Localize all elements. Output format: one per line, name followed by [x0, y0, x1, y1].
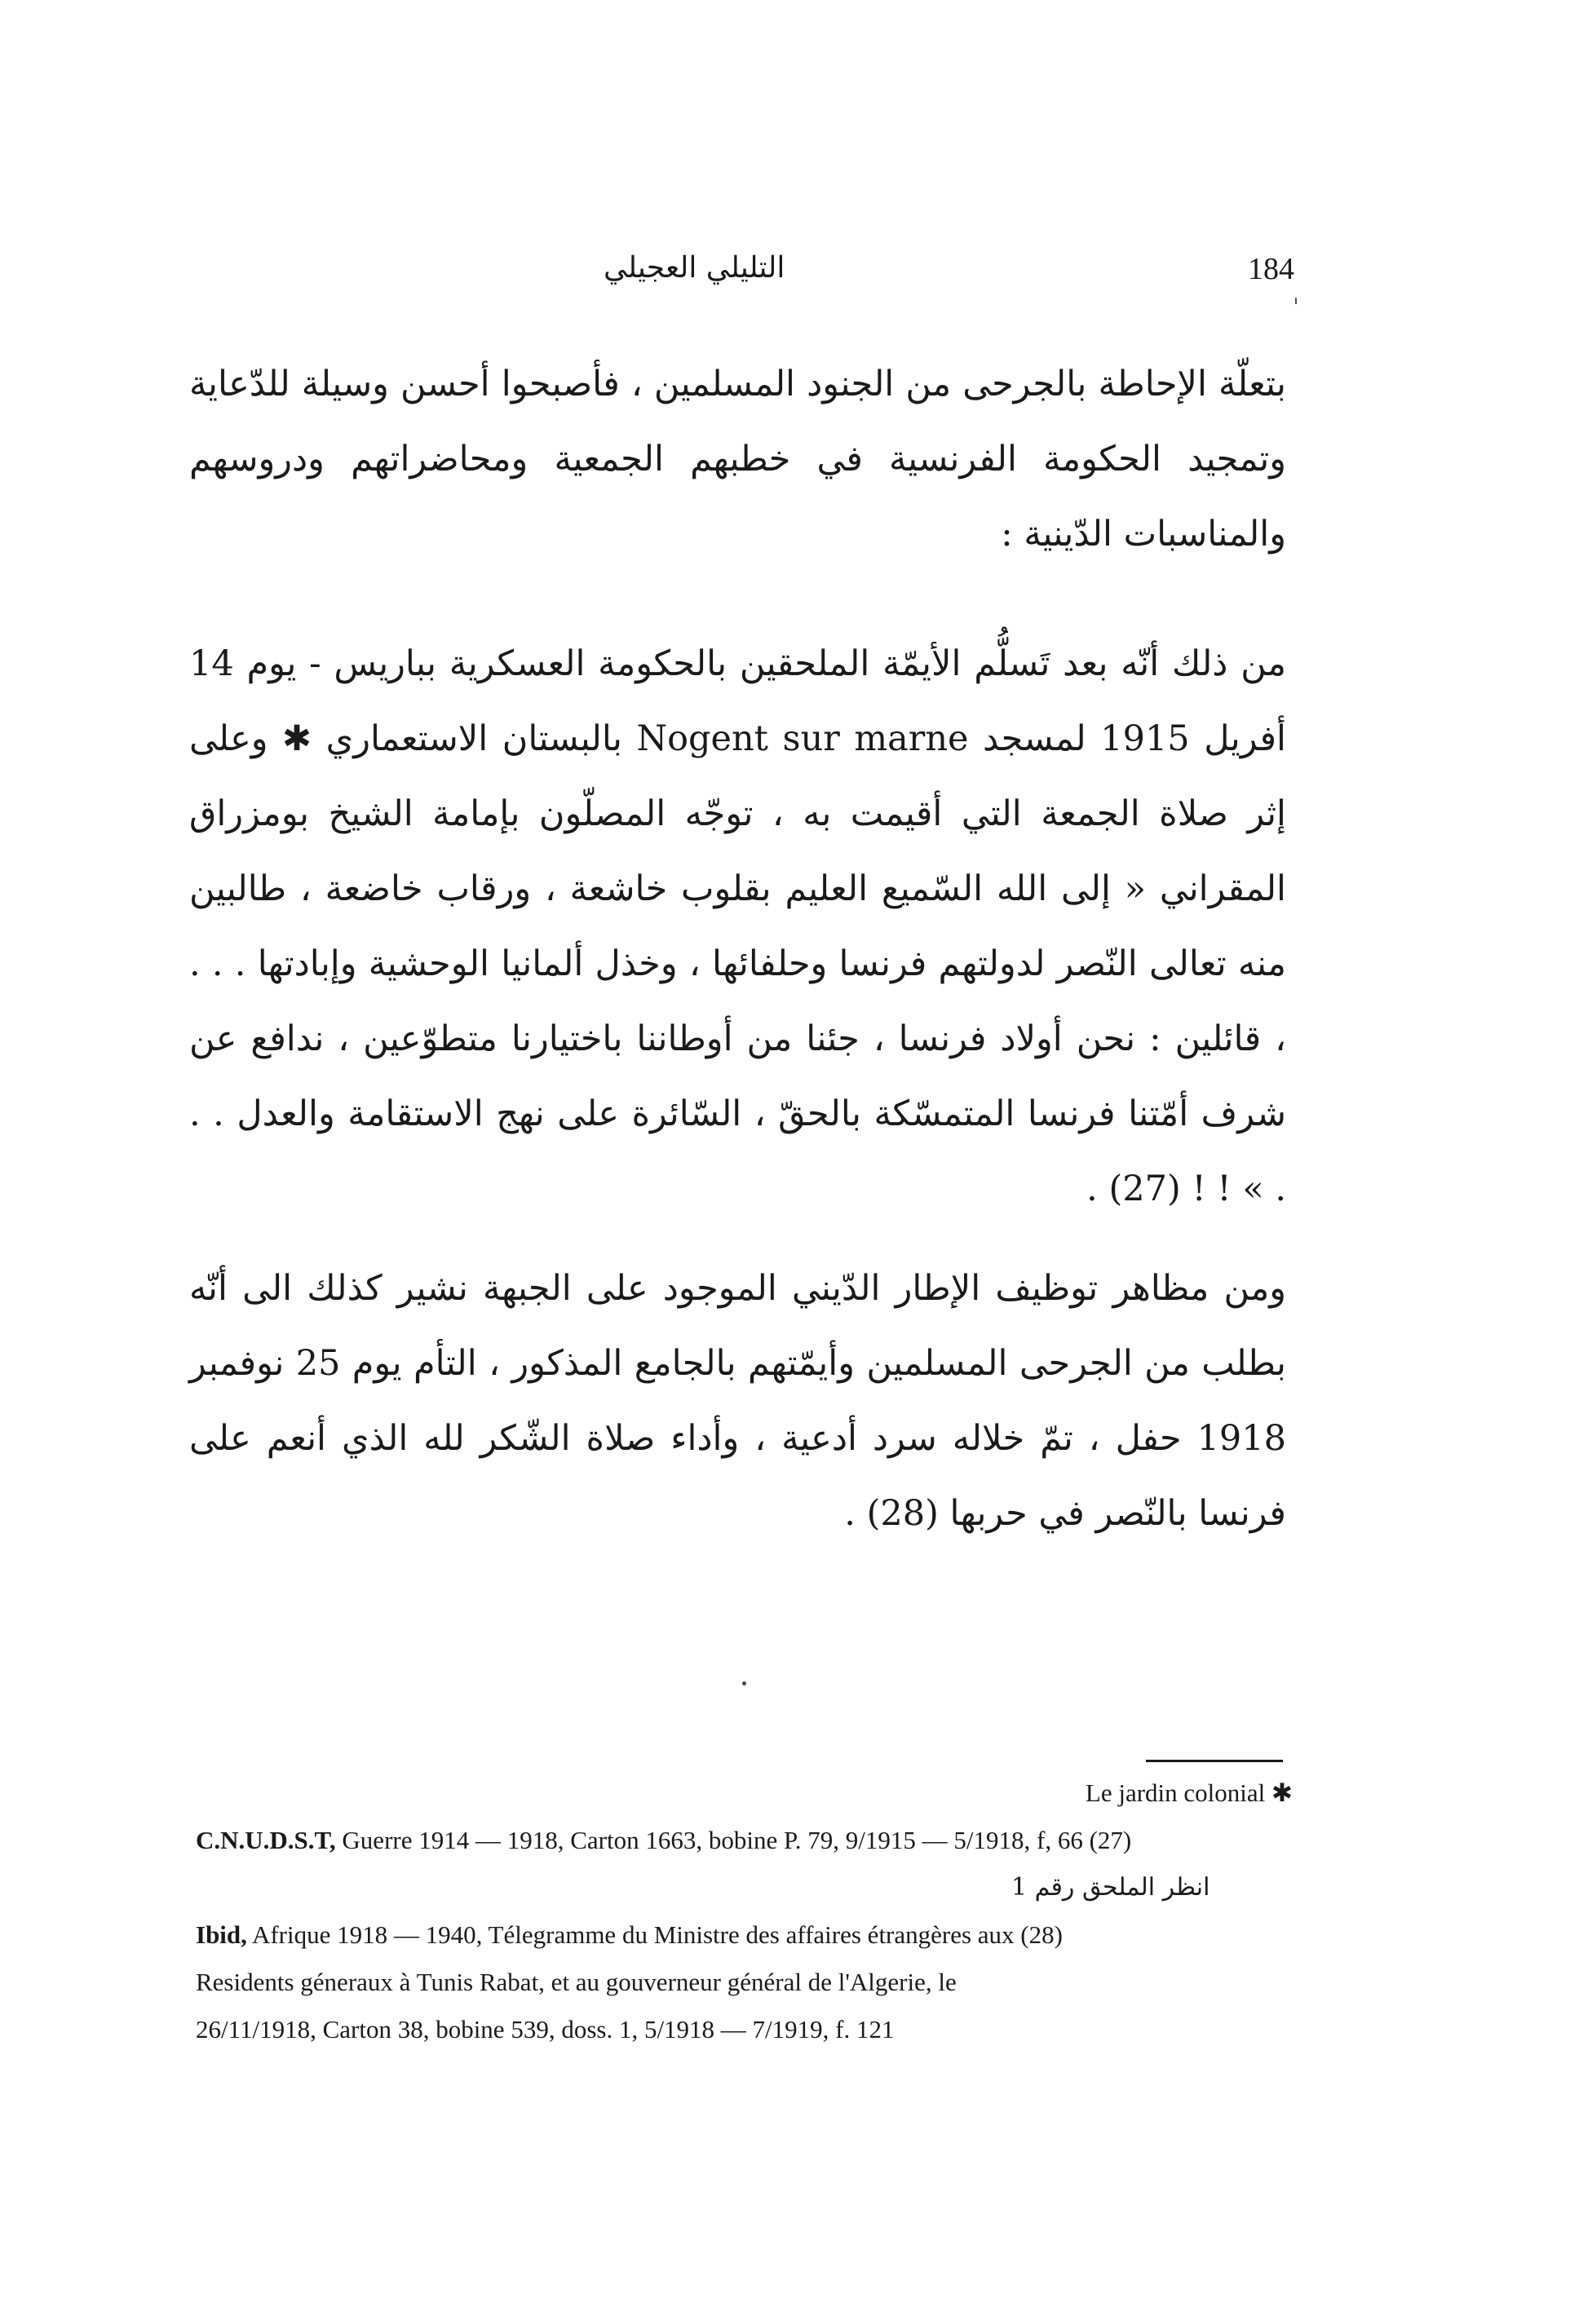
- footnote-28-source: Ibid,: [196, 1920, 247, 1949]
- paragraph-1: [189, 347, 1286, 572]
- footnote-rule: [1146, 1760, 1283, 1762]
- paragraph-text: ومن مظاهر توظيف الإطار الدّيني الموجود على الجبهة نشير كذلك الى أنّه بطلب من الجرحى المسلمين وأيمّتهم بالجامع المذكور ، التأم يوم 25 نوفمبر 1918 حفل ، تمّ خلاله سرد أدعية ، وأداء صلاة الشّكر لله الذي أنعم على فرنسا بالنّصر في حربها (28) .: [189, 1268, 1286, 1534]
- footnote-28-line2: Residents géneraux à Tunis Rabat, et au gouverneur général de l'Algerie, le: [196, 1968, 957, 1996]
- paragraph-text: من ذلك أنّه بعد تَسلُّم الأيمّة الملحقين بالحكومة العسكرية بباريس - يوم 14 أفريل 1915 لمسجد Nogent sur marne بالبستان الاستعماري ✱ وعلى إثر صلاة الجمعة التي أقيمت به ، توجّه المصلّون بإمامة الشيخ بومزراق المقراني « إلى الله السّميع العليم بقلوب خاشعة ، ورقاب خاضعة ، طالبين منه تعالى النّصر لدولتهم فرنسا وحلفائها ، وخذل ألمانيا الوحشية وإبادتها . . . ، قائلين : نحن أولاد فرنسا ، جئنا من أوطاننا باختيارنا متطوّعين ، ندافع عن شرف أمّتنا فرنسا المتمسّكة بالحقّ ، السّائرة على نهج الاستقامة والعدل . . . » ! ! (27) .: [189, 643, 1286, 1209]
- footnote-28-line3: 26/11/1918, Carton 38, bobine 539, doss. 1, 5/1918 — 7/1919, f. 121: [196, 2015, 895, 2043]
- footnotes: [196, 1770, 1293, 2053]
- footnote-star: Le jardin colonial ✱: [1085, 1778, 1293, 1807]
- footnote-28-text: Afrique 1918 — 1940, Télegramme du Ministre des affaires étrangères aux (28): [246, 1920, 1063, 1949]
- paragraph-3: [189, 1251, 1286, 1551]
- footnote-28: [196, 1911, 1293, 1959]
- footnote-27-text: Guerre 1914 — 1918, Carton 1663, bobine P. 79, 9/1915 — 5/1918, f, 66 (27): [335, 1826, 1132, 1854]
- footnote-27: [196, 1817, 1293, 1864]
- running-title: التليلي العجيلي: [604, 251, 785, 285]
- footnote-27-arabic: انظر الملحق رقم 1: [1011, 1873, 1210, 1902]
- footnote-27-source: C.N.U.D.S.T,: [196, 1826, 336, 1854]
- margin-mark: [1295, 298, 1297, 304]
- page-number: 184: [1248, 252, 1294, 286]
- paragraph-2: [189, 626, 1286, 1226]
- page-header: [196, 251, 1294, 308]
- paragraph-text: بتعلّة الإحاطة بالجرحى من الجنود المسلمين ، فأصبحوا أحسن وسيلة للدّعاية وتمجيد الحكومة الفرنسية في خطبهم الجمعية ومحاضراتهم ودروسهم والمناسبات الدّينية :: [189, 364, 1286, 554]
- stray-dot: [742, 1681, 746, 1686]
